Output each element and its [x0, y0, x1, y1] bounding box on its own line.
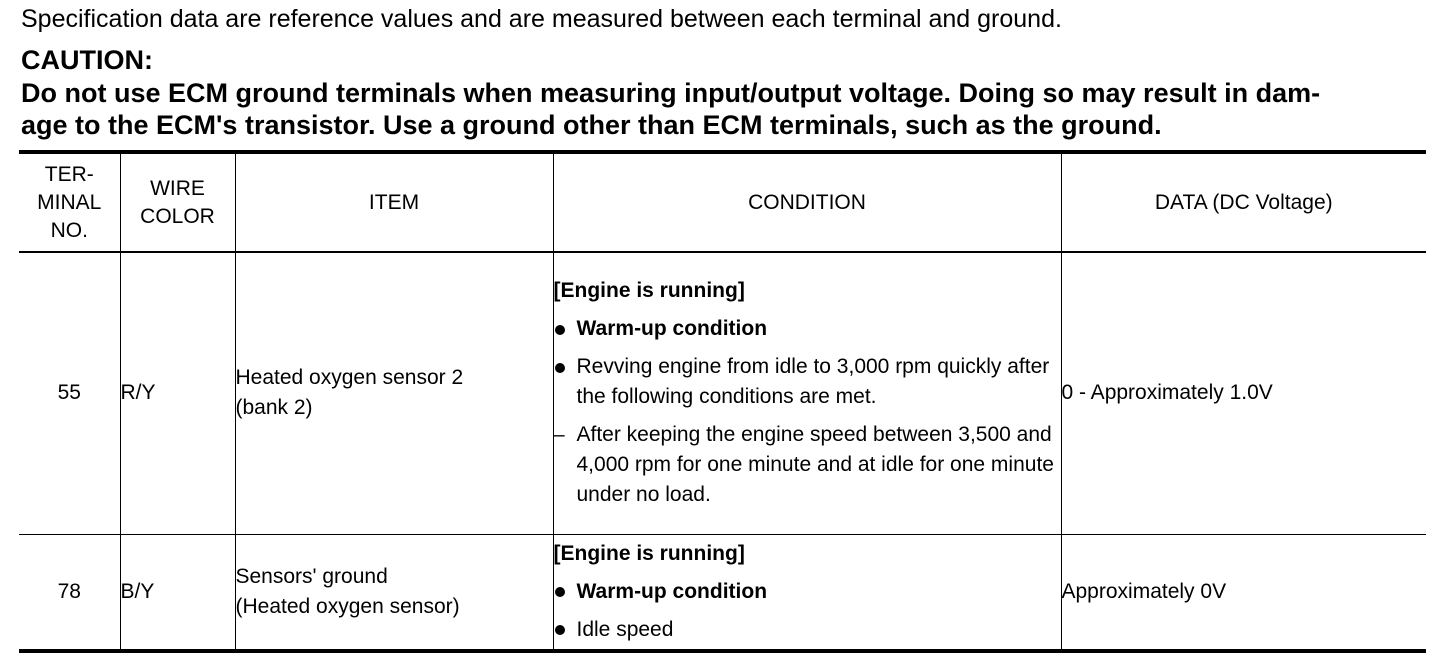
condition-item — [554, 420, 1061, 510]
header-terminal-line: TER- — [44, 162, 94, 186]
header-wire-color — [120, 152, 235, 252]
spec-intro-text: Specification data are reference values and are measured between each terminal and ground. — [21, 5, 1062, 33]
table-header-row — [19, 152, 1426, 252]
header-terminal-line: NO. — [50, 218, 88, 242]
terminal-number-cell: 55 — [19, 252, 120, 534]
condition-heading: [Engine is running] — [553, 279, 745, 303]
caution-body — [21, 77, 1431, 141]
header-terminal-no — [19, 152, 120, 252]
condition-item — [554, 577, 1061, 607]
condition-item — [554, 615, 1061, 645]
header-wire-line: COLOR — [140, 204, 215, 228]
condition-heading: [Engine is running] — [553, 541, 745, 565]
caution-line: Do not use ECM ground terminals when measuring input/output voltage. Doing so may result in dam- — [21, 78, 1321, 108]
item-cell — [235, 534, 553, 651]
item-line: Sensors' ground — [235, 564, 388, 588]
bullet-icon — [554, 615, 577, 645]
bullet-icon — [554, 314, 577, 344]
condition-item — [554, 314, 1061, 344]
caution-title: CAUTION: — [21, 45, 153, 75]
item-line: (Heated oxygen sensor) — [235, 594, 460, 618]
item-line: (bank 2) — [235, 396, 313, 420]
table-row — [19, 534, 1426, 651]
header-wire-line: WIRE — [150, 176, 205, 200]
terminal-spec-table — [19, 150, 1426, 653]
wire-color-cell: R/Y — [120, 252, 235, 534]
condition-cell — [553, 252, 1061, 534]
wire-color-cell: B/Y — [120, 534, 235, 651]
terminal-number-cell: 78 — [19, 534, 120, 651]
condition-cell — [553, 534, 1061, 651]
header-item: ITEM — [235, 152, 553, 252]
bullet-icon — [554, 352, 577, 382]
table-row — [19, 252, 1426, 534]
bullet-icon — [554, 577, 577, 607]
condition-text: Warm-up condition — [576, 579, 768, 603]
condition-text: Revving engine from idle to 3,000 rpm quickly after the following conditions are met. — [576, 355, 1050, 409]
header-condition: CONDITION — [553, 152, 1061, 252]
item-line: Heated oxygen sensor 2 — [235, 366, 464, 390]
header-terminal-line: MINAL — [37, 190, 102, 214]
condition-item — [554, 352, 1061, 412]
condition-text: Warm-up condition — [576, 317, 768, 341]
data-value-cell: 0 - Approximately 1.0V — [1061, 252, 1426, 534]
caution-line: age to the ECM's transistor. Use a ground other than ECM terminals, such as the ground. — [21, 110, 1162, 140]
header-data: DATA (DC Voltage) — [1061, 152, 1426, 252]
data-value-cell: Approximately 0V — [1061, 534, 1426, 651]
item-cell — [235, 252, 553, 534]
dash-icon: – — [553, 424, 565, 447]
condition-text: After keeping the engine speed between 3,500 and 4,000 rpm for one minute and at idle for one minute under no load. — [576, 423, 1054, 507]
condition-text: Idle speed — [576, 617, 674, 641]
